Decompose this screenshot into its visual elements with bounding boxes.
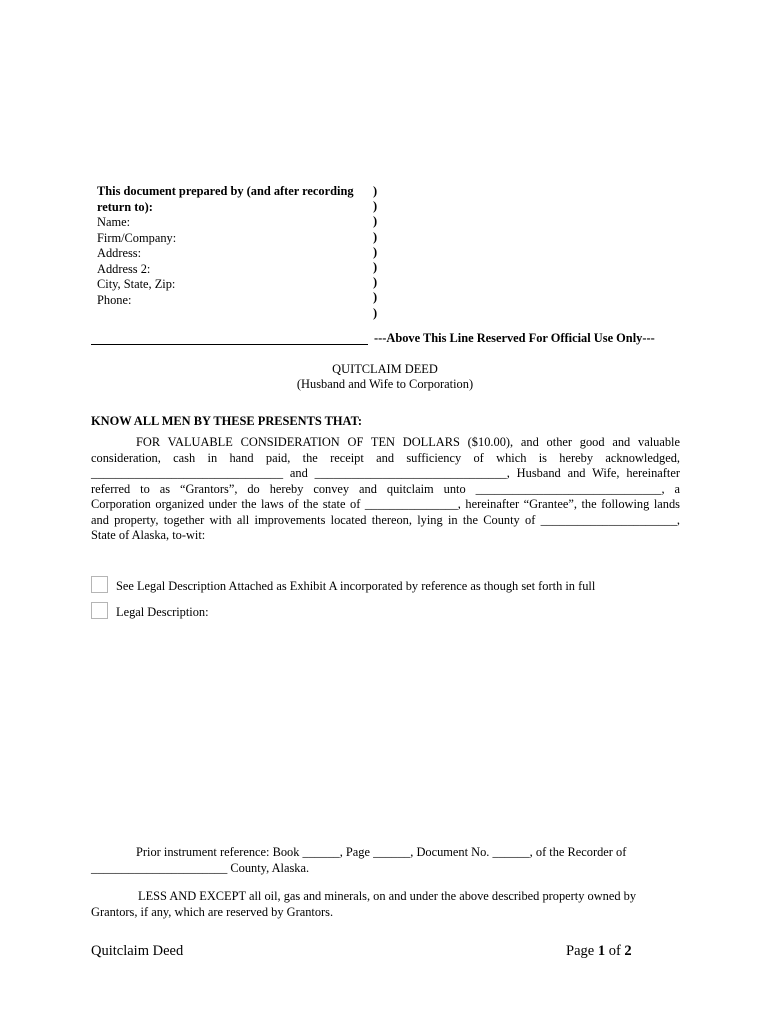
page-word: Page [566,943,595,959]
page-current: 1 [597,943,606,959]
less-and-except [91,889,680,920]
prior-reference-line1[interactable]: Prior instrument reference: Book ______, Page ______, Document No. ______, of the Recorder of [136,845,627,859]
preparer-city-state-zip-field[interactable]: City, State, Zip: [97,277,176,291]
know-all-heading: KNOW ALL MEN BY THESE PRESENTS THAT: [91,414,363,428]
grantee-name-line[interactable]: referred to as “Grantors”, do hereby convey and quitclaim unto ______________________________, a [91,481,680,496]
preparer-address-field[interactable]: Address: [97,246,142,260]
legal-description-checkbox[interactable] [91,602,108,619]
reserved-notice: ---Above This Line Reserved For Official Use Only--- [374,331,655,345]
page-total: 2 [624,943,632,959]
paren: ) [373,275,378,290]
document-subtitle: (Husband and Wife to Corporation) [296,377,474,391]
body-line: State of Alaska, to-wit: [91,528,206,542]
preparer-phone-field[interactable]: Phone: [97,292,132,307]
paren: ) [373,199,378,214]
paren-column [373,184,377,321]
preparer-firm-field[interactable]: Firm/Company: [97,230,177,245]
footer-document-name: Quitclaim Deed [91,943,184,959]
paren: ) [373,214,378,229]
of-word: of [608,943,621,959]
exhibit-a-label: See Legal Description Attached as Exhibit A incorporated by reference as though set forth in full [116,579,596,593]
preparer-heading-line2: return to): [97,199,153,214]
preparer-block [97,184,372,308]
document-title: QUITCLAIM DEED [332,362,438,376]
paren: ) [373,260,378,275]
preparer-name-field[interactable]: Name: [97,215,131,229]
paren: ) [373,229,378,244]
paren: ) [373,305,378,320]
grantee-state-line[interactable]: Corporation organized under the laws of the state of _______________, hereinafter “Grantee”, the following lands [91,497,680,511]
body-line: FOR VALUABLE CONSIDERATION OF TEN DOLLARS ($10.00), and other good and valuable [136,435,680,449]
body-line: consideration, cash in hand paid, the receipt and sufficiency of which is hereby acknowledged, [91,450,680,465]
separator-line [91,344,368,345]
paren: ) [373,244,378,259]
less-except-line2: Grantors, if any, which are reserved by Grantors. [91,904,334,919]
less-except-line1: LESS AND EXCEPT all oil, gas and minerals, on and under the above described property owned by [138,889,637,903]
prior-instrument-reference [91,845,680,876]
preparer-address2-field[interactable]: Address 2: [97,261,151,276]
legal-description-label: Legal Description: [116,605,209,619]
county-line[interactable]: and property, together with all improvements located thereon, lying in the County of ______________________, [91,512,680,527]
grantor-names-line[interactable]: _______________________________ and _______________________________, Husband and Wife, hereinafter [91,466,680,480]
deed-body [91,435,680,544]
exhibit-a-checkbox[interactable] [91,576,108,593]
preparer-heading-line1: This document prepared by (and after recording [97,184,354,198]
footer-page-number [566,944,632,960]
prior-reference-line2[interactable]: ______________________ County, Alaska. [91,860,310,875]
paren: ) [373,290,378,305]
paren: ) [373,184,378,198]
